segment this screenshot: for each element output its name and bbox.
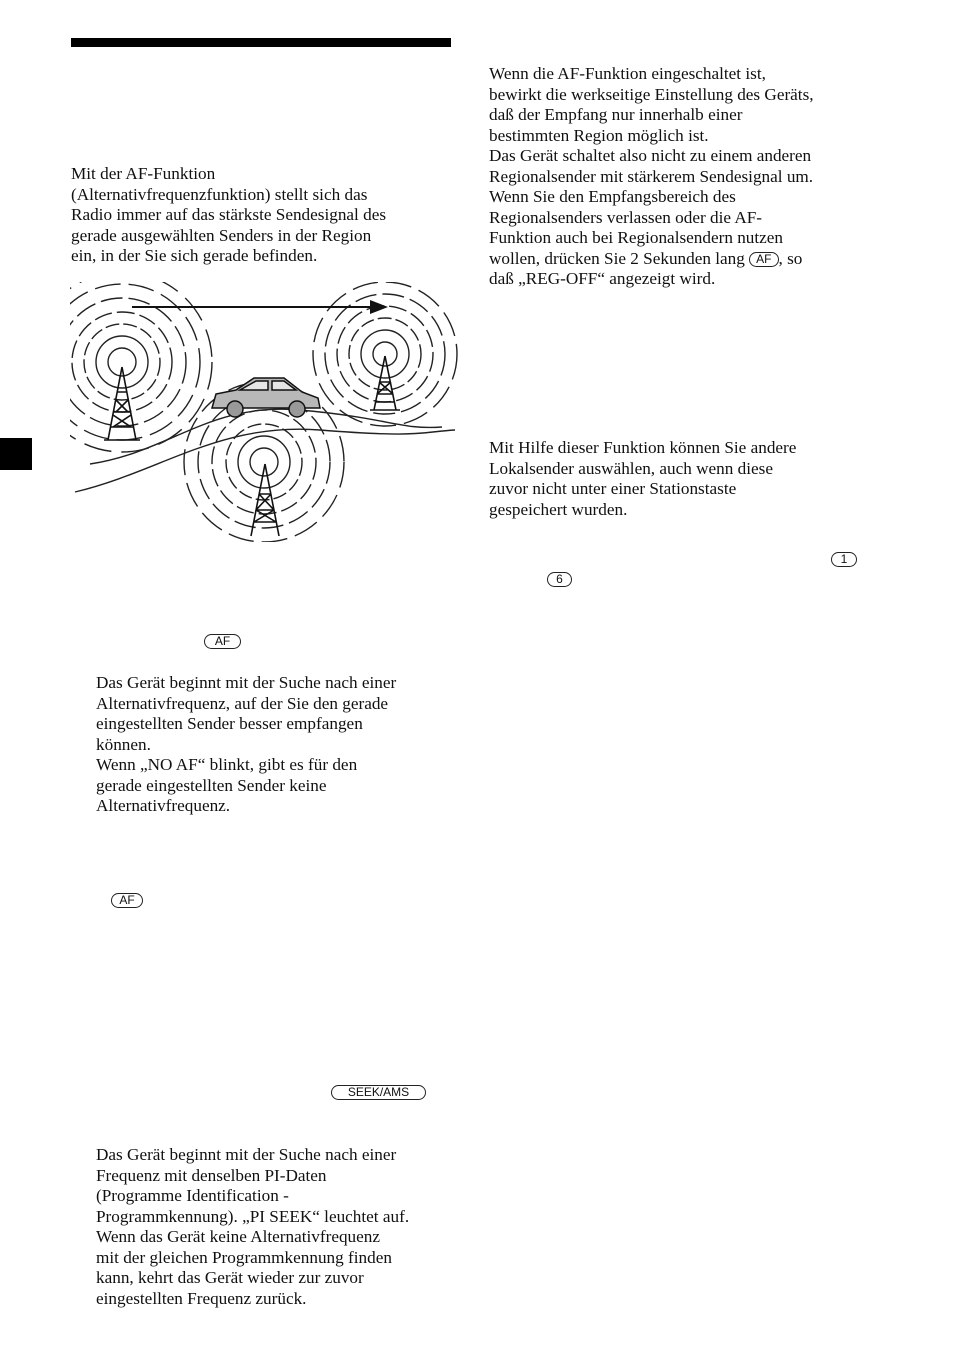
- local-link-text: Mit Hilfe dieser Funktion können Sie andere Lokalsender auswählen, auch wenn diese zuvor nicht unter einer Stationstaste gespeichert wurden.: [489, 438, 797, 519]
- regional-text-end: daß „REG-OFF“ angezeigt wird.: [489, 269, 716, 288]
- car-icon: [212, 378, 320, 417]
- af-button-icon-2: AF: [111, 893, 143, 908]
- direction-arrow-icon: [132, 300, 388, 314]
- radio-tower-left-icon: [104, 367, 140, 440]
- regional-function-text: [489, 64, 814, 290]
- signal-waves-right: [313, 282, 457, 426]
- af-intro-text: Mit der AF-Funktion (Alternativfrequenzfunktion) stellt sich das Radio immer auf das stärkste Sendesignal des gerade ausgewählten Senders in der Region ein, in der Sie sich gerade befinden.: [71, 164, 387, 265]
- af-illustration: [70, 282, 460, 542]
- seek-ams-button-icon: SEEK/AMS: [331, 1085, 426, 1100]
- radio-tower-right-icon: [370, 356, 400, 410]
- preset-6-button-icon: 6: [547, 572, 572, 587]
- radio-tower-bottom-icon: [251, 464, 279, 536]
- section-header-bar: [71, 38, 451, 47]
- preset-1-button-icon: 1: [831, 552, 857, 567]
- af-button-icon-3: AF: [749, 252, 778, 267]
- regional-text-after: , so: [778, 248, 803, 268]
- pi-seek-result-text: Das Gerät beginnt mit der Suche nach einer Frequenz mit denselben PI-Daten (Programme Identification - Programmkennung). „PI SEEK“ leuchtet auf. Wenn das Gerät keine Alternativfrequenz mit der gleichen Programmkennung finden kann, kehrt das Gerät wieder zur zuvor eingestellten Frequenz zurück.: [96, 1145, 410, 1308]
- af-search-result-text: Das Gerät beginnt mit der Suche nach einer Alternativfrequenz, auf der Sie den gerade eingestellten Sender besser empfangen können. Wenn „NO AF“ blinkt, gibt es für den gerade eingestellten Sender keine Alternativfrequenz.: [96, 673, 397, 815]
- page-edge-tab: [0, 438, 32, 470]
- road-line: [75, 429, 455, 492]
- af-button-icon: AF: [204, 634, 241, 649]
- regional-text-before: Wenn die AF-Funktion eingeschaltet ist, bewirkt die werkseitige Einstellung des Geräts, daß der Empfang nur innerhalb einer bestimmten Region möglich ist. Das Gerät schaltet also nicht zu einem anderen Regionalsender mit stärkerem Sendesignal um. Wenn Sie den Empfangsbereich des Regionalsenders verlassen oder die AF- Funktion auch bei Regionalsendern nutzen wollen, drücken Sie 2 Sekunden lang: [489, 64, 814, 268]
